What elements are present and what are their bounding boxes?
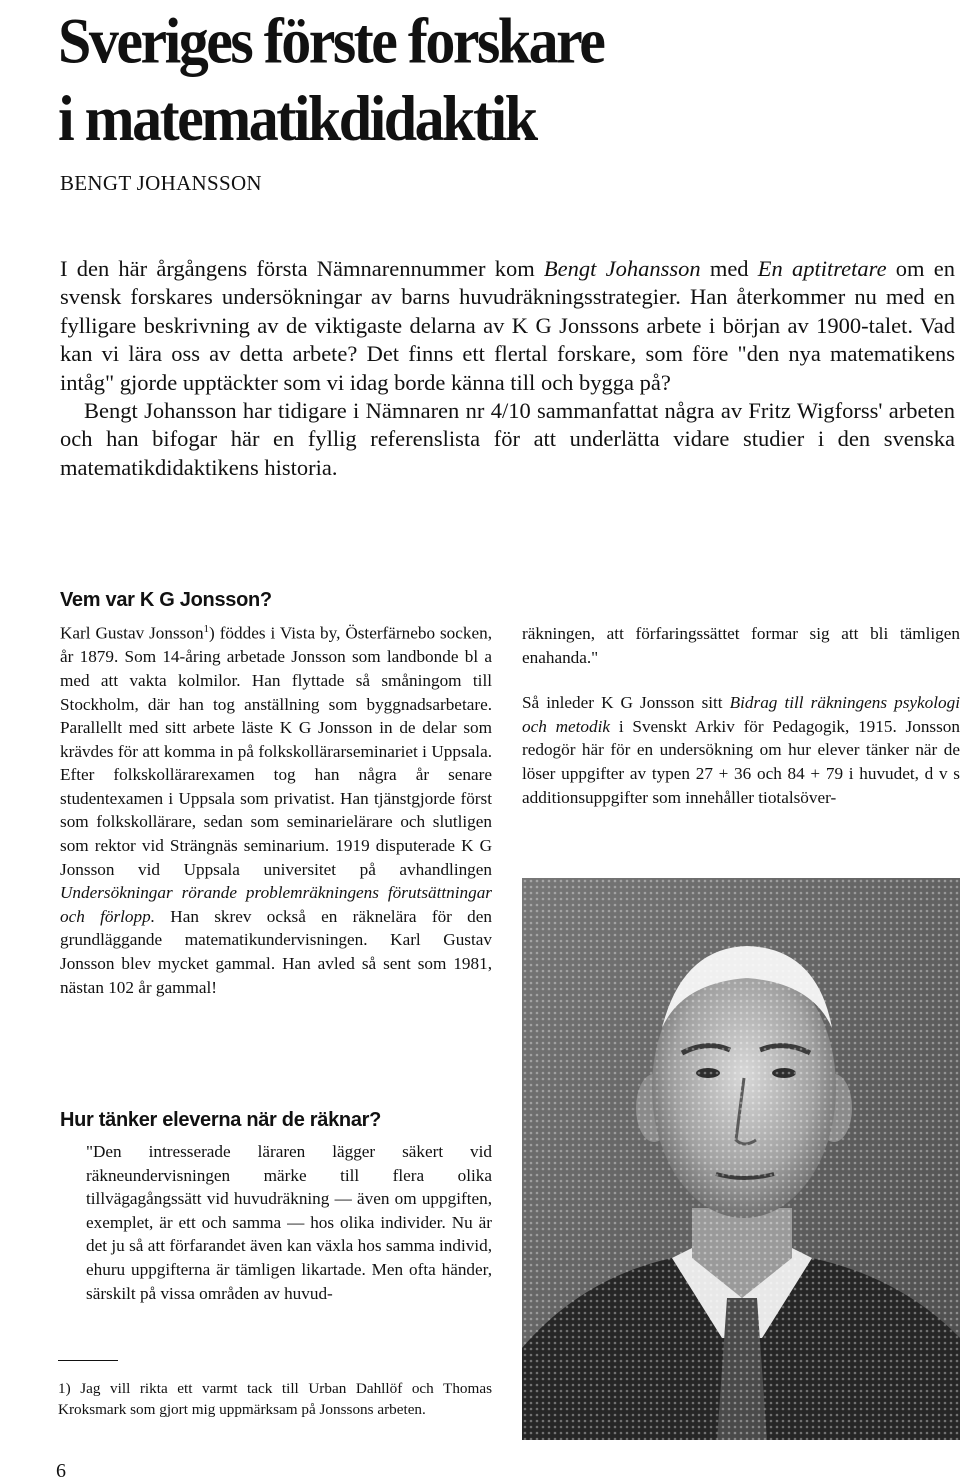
intro-paragraph-2: Bengt Johansson har tidigare i Nämnaren nr 4/10 sammanfattat några av Fritz Wigforss' arbeten och han bifogar här en fyllig referenslista för att underlätta vidare studier i den svenska matematikdidaktikens historia. bbox=[60, 398, 955, 480]
bio-text-part: Karl Gustav Jonsson bbox=[60, 623, 204, 643]
right-text-part: Så inleder K G Jonsson sitt bbox=[522, 693, 730, 713]
bio-text-part: Han skrev också en räknelära för den grundläggande matematikundervisningen. Karl Gustav Jonsson blev mycket gammal. Han avled så sent som 1981, nästan 102 år gammal! bbox=[60, 906, 492, 997]
right-column bbox=[522, 622, 960, 809]
quote-paragraph: "Den intresserade läraren lägger säkert vid räkneundervisningen märke till flera olika tillvägagångssätt vid huvudräkning — även om uppgiften, exemplet, är ett och samma — hos olika individer. Nu är det ju så att förfarandet även kan växla hos samma individ, ehuru uppgifterna är tämligen likartade. Men ofta händer, särskilt på vissa områden av huvud- bbox=[86, 1142, 492, 1303]
left-column bbox=[60, 588, 492, 999]
bio-text-part: ) föddes i Vista by, Österfärnebo socken, år 1879. Som 14-åring arbetade Jonsson som landbonde bl a med att vakta kolmilor. Han flyttade så småningom till Stockholm, där han tog anställning som byggnadsarbetare. Parallellt med sitt arbete läste K G Jonsson in de delar som krävdes för att komma in på folkskollärarseminariet i Uppsala. Efter folkskollärarexamen tog han några år senare studentexamen i Uppsala som privatist. Han tjänstgjorde först som folkskollärare, sedan som seminarielärare och slutligen som rektor vid Strängnäs seminarium. 1919 disputerade K G Jonsson vid Uppsala universitet på avhandlingen bbox=[60, 623, 492, 879]
section-heading-how: Hur tänker eleverna när de räknar? bbox=[60, 1109, 382, 1131]
intro-text-part: I den här årgångens första Nämnarennummer kom bbox=[60, 256, 544, 281]
footnote-divider bbox=[58, 1360, 118, 1361]
intro-text bbox=[60, 255, 955, 482]
title-line-1: Sveriges förste forskare bbox=[58, 5, 604, 77]
intro-text-part: med bbox=[700, 256, 758, 281]
page-number: 6 bbox=[56, 1460, 66, 1482]
thesis-title: Undersökningar rörande problemräkningens förutsättningar och förlopp. bbox=[60, 883, 492, 926]
right-text-part: i Svenskt Arkiv för Pedagogik, 1915. Jonsson redogör här för en undersökning om hur elever tänker när de löser uppgifter av typen 27 + 36 och 84 + 79 i huvudet, d v s additionsuppgifter som innehåller tiotalsöver- bbox=[522, 716, 960, 807]
intro-paragraph-1 bbox=[60, 255, 955, 397]
footnote: 1) Jag vill rikta ett varmt tack till Urban Dahllöf och Thomas Kroksmark som gjort mig uppmärksam på Jonssons arbeten. bbox=[58, 1380, 492, 1418]
author-byline: BENGT JOHANSSON bbox=[60, 171, 262, 195]
biography-paragraph bbox=[60, 618, 492, 999]
section-heading-who: Vem var K G Jonsson? bbox=[60, 589, 272, 611]
title-line-2: i matematikdidaktik bbox=[58, 83, 536, 155]
intro-text-part: om en svensk forskares undersökningar av barns huvudräkningsstrategier. Han återkommer nu med en fylligare beskrivning av de viktigaste delarna av K G Jonssons arbete i början av 1900-talet. Vad kan vi lära oss av detta arbete? Det finns ett flertal forskare, som före "den nya matematikens intåg" gjorde upptäckter som vi idag borde känna till och bygga på? bbox=[60, 256, 955, 395]
intro-work-title: En aptitretare bbox=[757, 256, 887, 281]
footnote-ref: 1 bbox=[203, 623, 210, 635]
intro-author-name: Bengt Johansson bbox=[543, 256, 701, 281]
bidrag-title: Bidrag till räkningens psykologi och metodik bbox=[522, 693, 960, 736]
intro-bidrag-paragraph bbox=[522, 691, 960, 809]
quote-continuation: räkningen, att förfaringssättet formar sig att bli tämligen enahanda." bbox=[522, 624, 960, 667]
article-title bbox=[58, 2, 938, 158]
portrait-photo-icon bbox=[522, 878, 960, 1440]
portrait-photo bbox=[522, 878, 960, 1440]
